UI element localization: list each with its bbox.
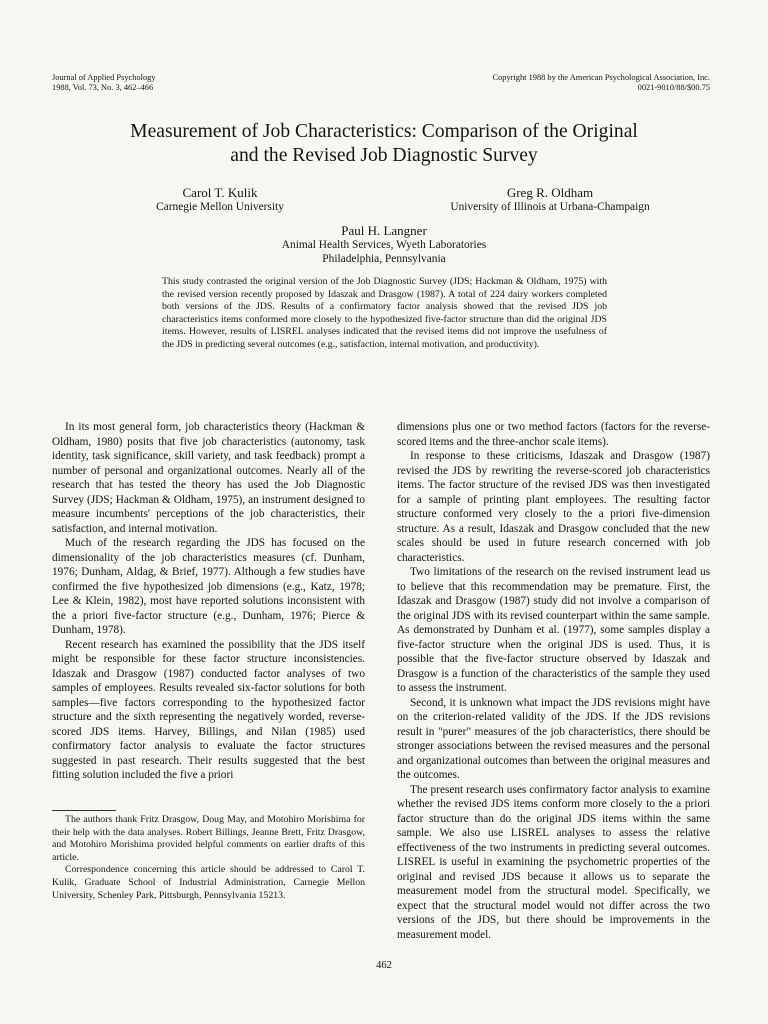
author-name: Paul H. Langner	[341, 223, 427, 238]
author-affiliation: Animal Health Services, Wyeth Laboratories	[281, 239, 487, 251]
footnote-acknowledgment: The authors thank Fritz Drasgow, Doug May, and Motohiro Morishima for their help with the data analyses. Robert Billings, Jeanne Brett, Fritz Drasgow, and Motohiro Morishima provided helpful comments on earlier drafts of this article.	[52, 814, 365, 863]
paragraph: In response to these criticisms, Idaszak and Drasgow (1987) revised the JDS by rewriting the reverse-scored job characteristics items. The factor structure of the revised JDS was then investigated for a sample of printing plant employees. The resulting factor structure conformed very closely to the a priori five-dimension structure. As a result, Idaszak and Drasgow concluded that the new scales should be used in future research concerned with job characteristics.	[397, 450, 710, 564]
body-column-left	[52, 420, 365, 783]
copyright-header	[440, 73, 710, 93]
paragraph: Recent research has examined the possibility that the JDS itself might be responsible for these factor structure inconsistencies. Idaszak and Drasgow (1987) conducted factor analyses of two samples of employees. Results revealed six-factor solutions for both samples—five factors corresponding to the hypothesized factor structure and the sixth representing the negatively worded, reverse-scored JDS items. Harvey, Billings, and Nilan (1985) used confirmatory factor analysis to evaluate the factor structures suggested in past research. Their results suggested that the best fitting solution included the five a priori	[52, 638, 365, 781]
copyright-line: Copyright 1988 by the American Psychological Association, Inc.	[492, 73, 710, 82]
footnotes	[52, 814, 365, 902]
title-line-2: and the Revised Job Diagnostic Survey	[230, 145, 538, 166]
paragraph-continued: dimensions plus one or two method factors (factors for the reverse-scored items and the three-anchor scale items).	[397, 421, 710, 448]
page-number: 462	[376, 960, 392, 971]
author-name: Carol T. Kulik	[182, 185, 258, 200]
author-affiliation: University of Illinois at Urbana-Champaign	[450, 201, 650, 213]
paragraph: Second, it is unknown what impact the JDS revisions might have on the criterion-related validity of the JDS. If the JDS revisions result in "purer" measures of the job characteristics, there should be stronger associations between the revised measures and the personal and organizational outcomes than between the original measures and the outcomes.	[397, 696, 710, 781]
author-block-langner	[184, 223, 584, 266]
body-column-right	[397, 420, 710, 942]
author-block-kulik	[120, 185, 320, 214]
article-title	[40, 120, 728, 168]
footnote-correspondence: Correspondence concerning this article should be addressed to Carol T. Kulik, Graduate School of Industrial Administration, Carnegie Mellon University, Schenley Park, Pittsburgh, Pennsylvania 15213.	[52, 864, 365, 901]
journal-name: Journal of Applied Psychology	[52, 73, 156, 82]
paragraph: The present research uses confirmatory factor analysis to examine whether the revised JDS items conform more closely to the a priori factor structure than do the original JDS items within the same sample. We also use LISREL analyses to assess the relative effectiveness of the two instruments in predicting several outcomes. LISREL is useful in examining the psychometric properties of the original and revised JDS because it allows us to separate the measurement model from the structural model. Specifically, we expect that the structural model would not differ across the two versions of the JDS, but there should be improvements in the measurement model.	[397, 783, 710, 941]
author-block-oldham	[390, 185, 710, 214]
author-affiliation: Carnegie Mellon University	[156, 201, 284, 213]
paragraph: Much of the research regarding the JDS has focused on the dimensionality of the job characteristics measures (cf. Dunham, 1976; Dunham, Aldag, & Brief, 1977). Although a few studies have confirmed the five hypothesized job dimensions (e.g., Katz, 1978; Lee & Klein, 1982), most have reported solutions inconsistent with the a priori five-factor structure (e.g., Dunham, 1976; Pierce & Dunham, 1978).	[52, 537, 365, 636]
journal-volume: 1988, Vol. 73, No. 3, 462–466	[52, 83, 154, 92]
footnote-divider	[52, 810, 116, 811]
author-name: Greg R. Oldham	[506, 185, 594, 200]
paragraph: In its most general form, job characteristics theory (Hackman & Oldham, 1980) posits that five job characteristics (autonomy, task identity, task significance, skill variety, and task feedback) prompt a number of personal and organizational outcomes. Nearly all of the research that has tested the theory has used the Job Diagnostic Survey (JDS; Hackman & Oldham, 1975), an instrument designed to measure incumbents' perceptions of the job characteristics, their satisfaction, and internal motivation.	[52, 421, 365, 535]
title-line-1: Measurement of Job Characteristics: Comparison of the Original	[130, 121, 638, 142]
author-location: Philadelphia, Pennsylvania	[322, 253, 446, 265]
paragraph: Two limitations of the research on the revised instrument lead us to believe that this recommendation may be premature. First, the Idaszak and Drasgow (1987) study did not involve a comparison of the original JDS with its revised counterpart within the same sample. As demonstrated by Dunham et al. (1977), some samples display a five-factor structure when the original JDS is used. Thus, it is possible that the five-factor structure observed by Idaszak and Drasgow is a function of the characteristics of the sample they used to assess the instrument.	[397, 566, 710, 694]
article-code: 0021-9010/88/$00.75	[637, 83, 710, 92]
journal-header	[52, 73, 272, 93]
abstract: This study contrasted the original version of the Job Diagnostic Survey (JDS; Hackman & Oldham, 1975) with the revised version recently proposed by Idaszak and Drasgow (1987). A total of 224 dairy workers completed both versions of the JDS. Results of a confirmatory factor analysis showed that the revised JDS job characteristics items conformed more closely to the hypothesized five-factor structure than did the original JDS items. However, results of LISREL analyses indicated that the revised items did not improve the usefulness of the JDS in predicting several outcomes (e.g., satisfaction, internal motivation, and productivity).	[162, 276, 607, 350]
